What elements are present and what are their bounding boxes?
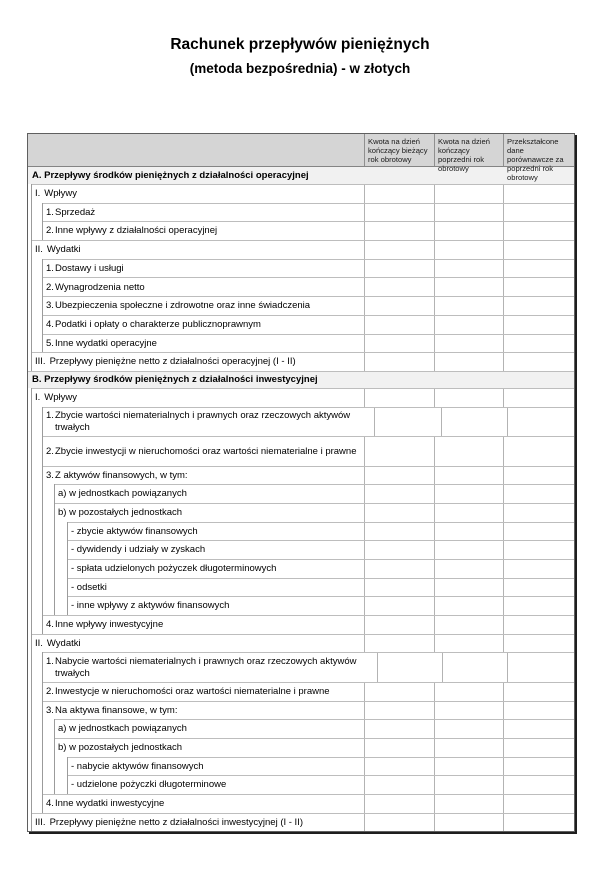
table-row — [32, 240, 574, 259]
tree-node — [67, 559, 574, 578]
table-row — [32, 184, 574, 203]
row-label-cell — [43, 683, 364, 701]
value-cell — [364, 541, 434, 559]
row-label-cell — [43, 702, 364, 720]
table-row — [43, 315, 574, 334]
tree-node — [31, 240, 574, 352]
value-cell — [434, 702, 503, 720]
row-number: 1. — [46, 262, 54, 274]
value-cell — [364, 702, 434, 720]
row-label: Zbycie inwestycji w nieruchomości oraz wartości niematerialne i prawne — [55, 445, 357, 457]
value-cell — [434, 541, 503, 559]
table-section — [28, 167, 574, 371]
table-row — [55, 738, 574, 757]
row-number: I. — [35, 391, 41, 403]
value-cell — [364, 204, 434, 222]
header-col-restated-data: Przekształcone dane porównawcze za poprzedni rok obrotowy — [503, 134, 574, 166]
row-label: Inwestycje w nieruchomości oraz wartości niematerialne i prawne — [55, 686, 330, 698]
row-number: 2. — [46, 225, 54, 237]
row-label-cell — [68, 776, 364, 794]
table-row — [43, 682, 574, 701]
tree-node — [42, 296, 574, 315]
value-cell — [434, 795, 503, 813]
value-cell — [364, 241, 434, 259]
value-cell — [503, 541, 574, 559]
row-label-cell — [68, 597, 364, 615]
value-cell — [503, 241, 574, 259]
value-cell — [434, 485, 503, 503]
row-label-cell — [43, 437, 364, 466]
row-label: a) w jednostkach powiązanych — [58, 488, 187, 500]
value-cell — [434, 278, 503, 296]
table-row — [43, 277, 574, 296]
row-label-cell — [43, 260, 364, 278]
value-cell — [364, 776, 434, 794]
row-label-cell — [55, 485, 364, 503]
value-cell — [507, 408, 574, 437]
value-cell — [434, 814, 503, 832]
value-cell — [434, 335, 503, 353]
value-cell — [434, 616, 503, 634]
value-cell — [434, 222, 503, 240]
value-cell — [364, 278, 434, 296]
row-label: Wynagrodzenia netto — [55, 281, 145, 293]
value-cell — [503, 635, 574, 653]
row-label-cell — [68, 560, 364, 578]
value-cell — [434, 467, 503, 485]
row-label: Wpływy — [44, 188, 78, 200]
value-cell — [503, 758, 574, 776]
row-label: a) w jednostkach powiązanych — [58, 723, 187, 735]
value-cell — [364, 720, 434, 738]
row-label: Inne wydatki inwestycyjne — [55, 798, 165, 810]
value-cell — [503, 297, 574, 315]
row-label-cell — [32, 814, 364, 832]
row-label-cell — [32, 635, 364, 653]
row-number: 1. — [46, 206, 54, 218]
table-row — [32, 352, 574, 371]
value-cell — [503, 795, 574, 813]
value-cell — [377, 653, 443, 682]
value-cell — [503, 204, 574, 222]
row-number: 1. — [46, 656, 54, 668]
value-cell — [507, 653, 574, 682]
document-subtitle: (metoda bezpośrednia) - w złotych — [189, 61, 411, 76]
tree-node — [54, 719, 574, 738]
row-label: Dostawy i usługi — [55, 262, 124, 274]
value-cell — [364, 616, 434, 634]
tree-node — [31, 388, 574, 634]
table-row — [68, 559, 574, 578]
row-label: - inne wpływy z aktywów finansowych — [71, 600, 230, 612]
value-cell — [441, 408, 507, 437]
row-label: Inne wydatki operacyjne — [55, 337, 157, 349]
value-cell — [434, 739, 503, 757]
row-label-cell — [55, 739, 364, 757]
document-page — [0, 36, 600, 885]
table-row — [43, 296, 574, 315]
value-cell — [503, 504, 574, 522]
value-cell — [434, 241, 503, 259]
row-label: - udzielone pożyczki długoterminowe — [71, 779, 227, 791]
row-label: Podatki i opłaty o charakterze publicznoprawnym — [55, 318, 261, 330]
row-label-cell — [43, 467, 364, 485]
row-number: II. — [35, 637, 43, 649]
table-row — [68, 757, 574, 776]
value-cell — [503, 814, 574, 832]
value-cell — [503, 616, 574, 634]
value-cell — [503, 316, 574, 334]
value-cell — [434, 758, 503, 776]
table-row — [43, 436, 574, 466]
tree-node — [42, 259, 574, 278]
tree-node — [42, 466, 574, 616]
row-label-cell — [68, 758, 364, 776]
tree-node — [42, 315, 574, 334]
value-cell — [503, 467, 574, 485]
row-label: b) w pozostałych jednostkach — [58, 507, 183, 519]
value-cell — [503, 579, 574, 597]
tree-node — [42, 334, 574, 353]
value-cell — [434, 776, 503, 794]
row-label: Przepływy pieniężne netto z działalności operacyjnej (I - II) — [49, 356, 296, 368]
row-number: 2. — [46, 445, 54, 457]
row-label-cell — [43, 278, 364, 296]
row-label-cell — [55, 504, 364, 522]
value-cell — [364, 485, 434, 503]
table-section — [28, 371, 574, 832]
row-label-cell — [32, 389, 364, 407]
table-row — [43, 794, 574, 813]
row-label-cell — [43, 616, 364, 634]
value-cell — [503, 523, 574, 541]
section-header-row: B. Przepływy środków pieniężnych z działalności inwestycyjnej — [28, 371, 574, 388]
value-cell — [503, 335, 574, 353]
value-cell — [364, 260, 434, 278]
tree-node — [67, 578, 574, 597]
row-label: Przepływy pieniężne netto z działalności inwestycyjnej (I - II) — [49, 816, 304, 828]
value-cell — [434, 635, 503, 653]
row-label: - nabycie aktywów finansowych — [71, 760, 204, 772]
value-cell — [434, 316, 503, 334]
row-number: 4. — [46, 318, 54, 330]
table-row — [43, 334, 574, 353]
tree-node — [42, 277, 574, 296]
row-number: 3. — [46, 469, 54, 481]
row-number: 2. — [46, 281, 54, 293]
table-row — [43, 259, 574, 278]
value-cell — [434, 523, 503, 541]
table-row — [43, 466, 574, 485]
row-label: - zbycie aktywów finansowych — [71, 525, 198, 537]
tree-node — [31, 184, 574, 240]
row-label-cell — [43, 316, 364, 334]
tree-node — [42, 652, 574, 682]
value-cell — [364, 185, 434, 203]
table-row — [68, 522, 574, 541]
table-row — [43, 221, 574, 240]
table-row — [68, 596, 574, 615]
row-label-cell — [55, 720, 364, 738]
value-cell — [434, 683, 503, 701]
table-row — [32, 388, 574, 407]
row-number: III. — [35, 356, 46, 368]
value-cell — [503, 278, 574, 296]
value-cell — [364, 758, 434, 776]
value-cell — [364, 579, 434, 597]
row-label: Wpływy — [44, 391, 78, 403]
row-label: Zbycie wartości niematerialnych i prawnych oraz rzeczowych aktywów trwałych — [55, 410, 351, 433]
table-row — [43, 203, 574, 222]
row-label-cell — [32, 353, 364, 371]
row-label-cell — [43, 795, 364, 813]
tree-node — [42, 221, 574, 240]
row-number: 4. — [46, 619, 54, 631]
value-cell — [503, 597, 574, 615]
value-cell — [503, 720, 574, 738]
value-cell — [503, 389, 574, 407]
value-cell — [503, 353, 574, 371]
value-cell — [374, 408, 441, 437]
tree-node — [54, 503, 574, 615]
header-col-current-year: Kwota na dzień kończący bieżący rok obrotowy — [364, 134, 434, 166]
row-number: 4. — [46, 798, 54, 810]
tree-node — [31, 813, 574, 832]
value-cell — [434, 560, 503, 578]
tree-node — [42, 615, 574, 634]
row-label: Na aktywa finansowe, w tym: — [55, 704, 178, 716]
cash-flow-table — [27, 133, 575, 832]
value-cell — [364, 222, 434, 240]
row-label: Nabycie wartości niematerialnych i prawnych oraz rzeczowych aktywów trwałych — [55, 656, 357, 679]
row-label-cell — [43, 222, 364, 240]
row-label-cell — [43, 335, 364, 353]
value-cell — [364, 467, 434, 485]
value-cell — [434, 185, 503, 203]
row-label: b) w pozostałych jednostkach — [58, 742, 183, 754]
value-cell — [364, 683, 434, 701]
table-row — [32, 813, 574, 832]
tree-node — [42, 407, 574, 437]
row-label: Ubezpieczenia społeczne i zdrowotne oraz inne świadczenia — [55, 300, 311, 312]
table-row — [55, 503, 574, 522]
row-label-cell — [68, 541, 364, 559]
value-cell — [364, 739, 434, 757]
value-cell — [364, 504, 434, 522]
value-cell — [364, 437, 434, 466]
value-cell — [503, 776, 574, 794]
value-cell — [503, 739, 574, 757]
row-label: - spłata udzielonych pożyczek długoterminowych — [71, 563, 277, 575]
tree-node — [67, 596, 574, 615]
value-cell — [434, 260, 503, 278]
table-row — [68, 540, 574, 559]
tree-node — [67, 757, 574, 776]
tree-node — [54, 738, 574, 794]
table-row — [68, 775, 574, 794]
table-row — [32, 634, 574, 653]
row-label-cell — [43, 204, 364, 222]
tree-node — [67, 522, 574, 541]
header-col-previous-year: Kwota na dzień kończący poprzedni rok obrotowy — [434, 134, 503, 166]
tree-node — [42, 682, 574, 701]
value-cell — [434, 204, 503, 222]
tree-node — [42, 794, 574, 813]
value-cell — [364, 389, 434, 407]
row-number: I. — [35, 188, 41, 200]
value-cell — [503, 260, 574, 278]
row-label: Inne wpływy inwestycyjne — [55, 619, 164, 631]
row-label: - odsetki — [71, 581, 107, 593]
row-number: III. — [35, 816, 46, 828]
value-cell — [434, 353, 503, 371]
value-cell — [434, 597, 503, 615]
value-cell — [434, 297, 503, 315]
value-cell — [434, 720, 503, 738]
tree-node — [42, 436, 574, 466]
row-number: 1. — [46, 410, 54, 422]
row-number: 3. — [46, 300, 54, 312]
row-label-cell — [43, 653, 377, 682]
table-body — [28, 167, 574, 831]
value-cell — [364, 316, 434, 334]
row-label-cell — [43, 297, 364, 315]
row-label: Wydatki — [46, 244, 81, 256]
value-cell — [364, 635, 434, 653]
value-cell — [364, 597, 434, 615]
value-cell — [364, 814, 434, 832]
row-label: - dywidendy i udziały w zyskach — [71, 544, 206, 556]
row-label-cell — [43, 408, 374, 437]
value-cell — [503, 702, 574, 720]
table-row — [43, 615, 574, 634]
tree-node — [31, 634, 574, 813]
tree-node — [42, 701, 574, 794]
value-cell — [364, 523, 434, 541]
tree-node — [67, 540, 574, 559]
value-cell — [503, 683, 574, 701]
header-label-spacer — [28, 134, 364, 166]
tree-node — [54, 484, 574, 503]
value-cell — [434, 389, 503, 407]
row-number: 5. — [46, 337, 54, 349]
value-cell — [503, 437, 574, 466]
row-label-cell — [68, 579, 364, 597]
row-label: Z aktywów finansowych, w tym: — [55, 469, 188, 481]
table-row — [68, 578, 574, 597]
value-cell — [364, 560, 434, 578]
row-number: II. — [35, 244, 43, 256]
tree-node — [42, 203, 574, 222]
value-cell — [434, 504, 503, 522]
value-cell — [364, 353, 434, 371]
value-cell — [434, 579, 503, 597]
table-row — [43, 652, 574, 682]
tree-node — [31, 352, 574, 371]
document-title: Rachunek przepływów pieniężnych — [170, 36, 430, 53]
row-number: 2. — [46, 686, 54, 698]
row-label: Inne wpływy z działalności operacyjnej — [55, 225, 218, 237]
row-label-cell — [32, 185, 364, 203]
value-cell — [364, 795, 434, 813]
table-row — [43, 701, 574, 720]
table-row — [43, 407, 574, 437]
row-number: 3. — [46, 704, 54, 716]
value-cell — [503, 560, 574, 578]
row-label-cell — [32, 241, 364, 259]
value-cell — [442, 653, 507, 682]
value-cell — [364, 297, 434, 315]
value-cell — [434, 437, 503, 466]
row-label: Wydatki — [46, 637, 81, 649]
value-cell — [364, 335, 434, 353]
row-label-cell — [68, 523, 364, 541]
table-row — [55, 719, 574, 738]
value-cell — [503, 485, 574, 503]
value-cell — [503, 222, 574, 240]
row-label: Sprzedaż — [55, 206, 96, 218]
section-header-row: A. Przepływy środków pieniężnych z działalności operacyjnej — [28, 167, 574, 184]
tree-node — [67, 775, 574, 794]
value-cell — [503, 185, 574, 203]
table-row — [55, 484, 574, 503]
